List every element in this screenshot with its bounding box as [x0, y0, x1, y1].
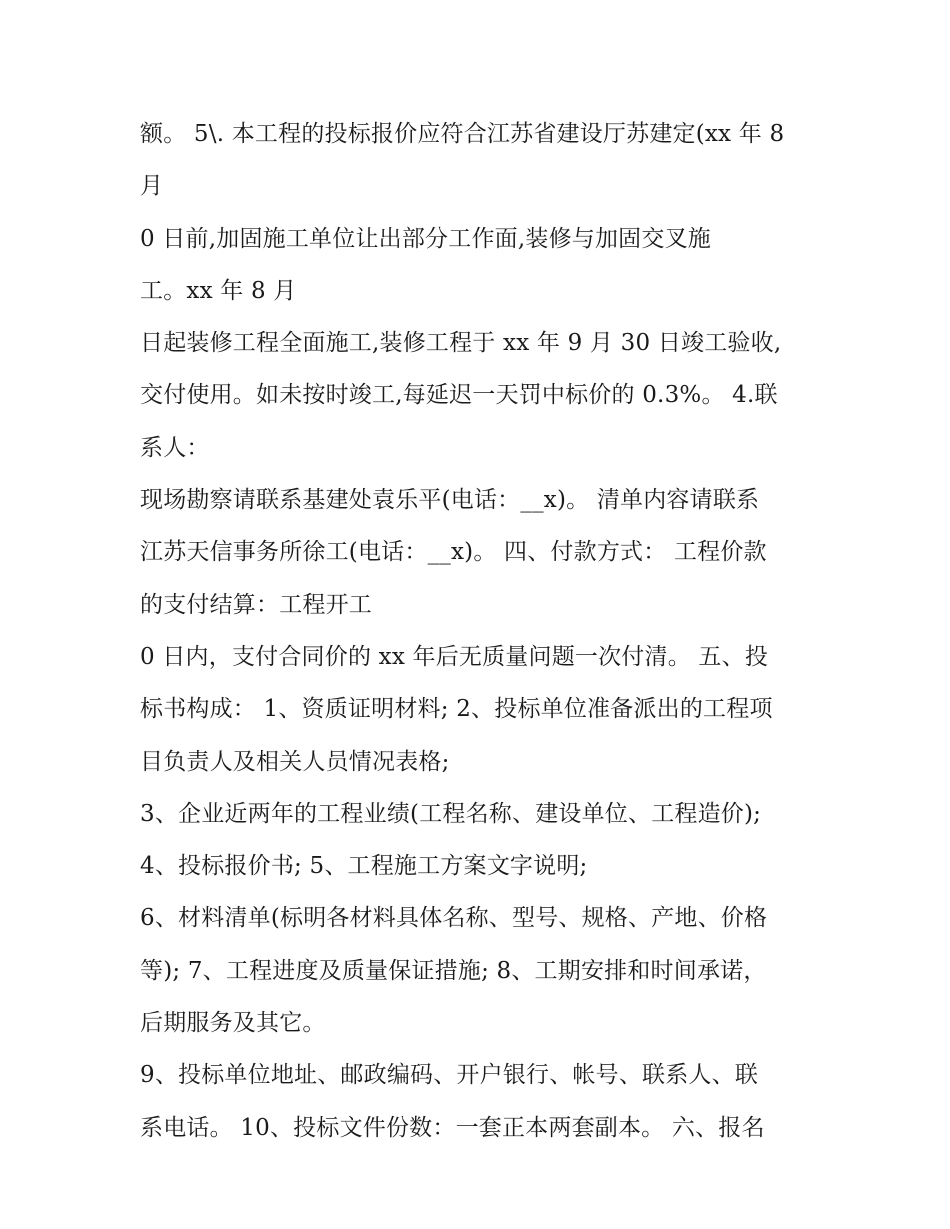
text-line: 的支付结算：工程开工	[140, 591, 372, 618]
text-line: 等); 7、工程进度及质量保证措施; 8、工期安排和时间承诺，	[140, 957, 767, 984]
text-line: 系电话。 10、投标文件份数：一套正本两套副本。 六、报名	[140, 1114, 765, 1141]
text-line: 现场勘察请联系基建处袁乐平(电话：__x)。 清单内容请联系	[140, 487, 760, 514]
text-line: 3、企业近两年的工程业绩(工程名称、建设单位、工程造价);	[140, 800, 762, 827]
text-line: 0 日前,加固施工单位让出部分工作面,装修与加固交叉施	[140, 225, 711, 252]
text-line: 系人：	[140, 434, 210, 461]
text-line: 标书构成： 1、资质证明材料; 2、投标单位准备派出的工程项	[140, 696, 773, 723]
text-line: 额。 5\. 本工程的投标报价应符合江苏省建设厅苏建定(xx 年 8	[140, 121, 785, 147]
text-line: 交付使用。如未按时竣工,每延迟一天罚中标价的 0.3%。 4.联	[140, 382, 778, 409]
text-line: 后期服务及其它。	[140, 1010, 326, 1037]
text-line: 0 日内，支付合同价的 xx 年后无质量问题一次付清。 五、投	[140, 643, 769, 670]
text-line: 月	[140, 173, 164, 200]
text-line: 工。xx 年 8 月	[140, 277, 297, 304]
text-line: 目负责人及相关人员情况表格;	[140, 748, 450, 775]
text-line: 日起装修工程全面施工,装修工程于 xx 年 9 月 30 日竣工验收,	[140, 330, 782, 357]
text-line: 9、投标单位地址、邮政编码、开户银行、帐号、联系人、联	[140, 1062, 759, 1089]
text-line: 江苏天信事务所徐工(电话：__x)。 四、付款方式： 工程价款	[140, 539, 767, 566]
document-body	[140, 108, 820, 1154]
text-line: 4、投标报价书; 5、工程施工方案文字说明;	[140, 853, 588, 880]
text-line: 6、材料清单(标明各材料具体名称、型号、规格、产地、价格	[140, 905, 768, 932]
